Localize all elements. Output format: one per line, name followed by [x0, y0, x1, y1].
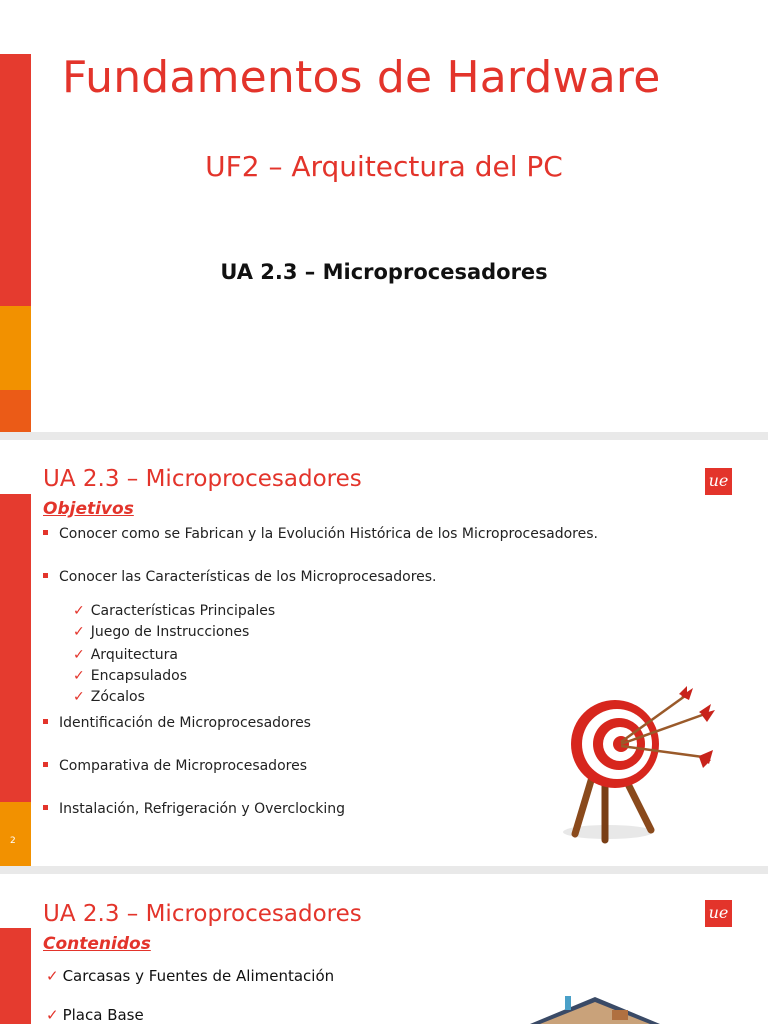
checkmark-icon: ✓ [73, 624, 85, 640]
side-bar-orange [0, 306, 31, 390]
objectives-slide [0, 440, 768, 866]
isometric-room-illustration [520, 992, 670, 1024]
side-bar-red [0, 494, 31, 802]
ue-logo: ue [705, 900, 732, 927]
list-item: ✓ Arquitectura [73, 647, 178, 663]
checkmark-icon: ✓ [46, 967, 59, 985]
bullet-square-icon [43, 805, 48, 810]
checkmark-icon: ✓ [73, 647, 85, 663]
side-bar-orange [0, 802, 31, 866]
bullet-square-icon [43, 573, 48, 578]
section-heading: Contenidos [43, 934, 151, 954]
course-title: Fundamentos de Hardware [62, 52, 661, 103]
list-item: Conocer las Características de los Microprocesadores. [43, 569, 437, 585]
checkmark-icon: ✓ [73, 603, 85, 619]
checkmark-icon: ✓ [73, 668, 85, 684]
title-slide [0, 0, 768, 432]
list-item: ✓ Placa Base [46, 1006, 144, 1024]
side-bar-red [0, 928, 31, 1024]
bullet-square-icon [43, 762, 48, 767]
checkmark-icon: ✓ [46, 1006, 59, 1024]
ue-logo: ue [705, 468, 732, 495]
slide-title: UA 2.3 – Microprocesadores [43, 466, 362, 492]
list-item: ✓ Carcasas y Fuentes de Alimentación [46, 967, 335, 985]
page-number: 2 [10, 836, 16, 846]
list-item: Comparativa de Microprocesadores [43, 758, 307, 774]
unit-title: UA 2.3 – Microprocesadores [220, 260, 548, 284]
list-item: ✓ Zócalos [73, 689, 145, 705]
list-item: Conocer como se Fabrican y la Evolución Histórica de los Microprocesadores. [43, 526, 598, 542]
slide-title: UA 2.3 – Microprocesadores [43, 901, 362, 927]
checkmark-icon: ✓ [73, 689, 85, 705]
list-item: ✓ Características Principales [73, 603, 276, 619]
target-with-arrows-icon [553, 684, 718, 844]
list-item: ✓ Juego de Instrucciones [73, 624, 250, 640]
module-subtitle: UF2 – Arquitectura del PC [205, 150, 563, 183]
list-item: Instalación, Refrigeración y Overclocking [43, 801, 345, 817]
section-heading: Objetivos [43, 499, 134, 519]
list-item: ✓ Encapsulados [73, 668, 187, 684]
contents-slide [0, 874, 768, 1024]
bullet-square-icon [43, 530, 48, 535]
side-bar-dark-orange [0, 390, 31, 432]
list-item: Identificación de Microprocesadores [43, 715, 311, 731]
bullet-square-icon [43, 719, 48, 724]
